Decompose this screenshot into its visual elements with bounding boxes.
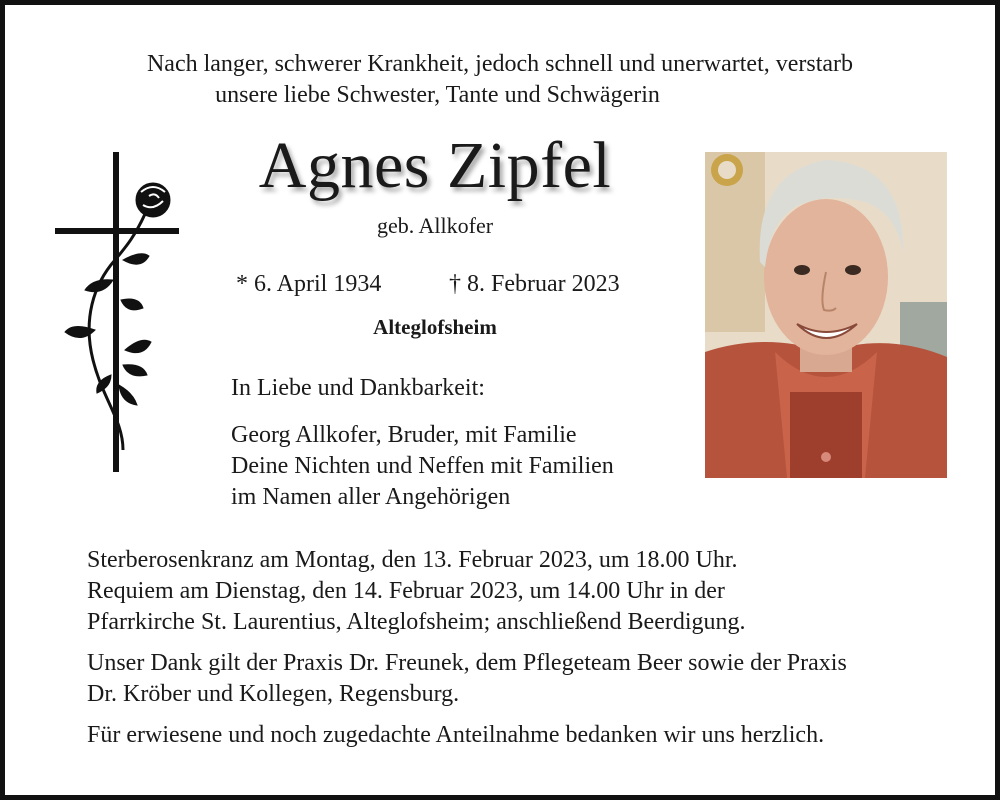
- mourner-line: Deine Nichten und Neffen mit Familien: [231, 453, 614, 479]
- funeral-details: [87, 545, 847, 761]
- gratitude-line: Dr. Kröber und Kollegen, Regensburg.: [87, 681, 460, 707]
- service-line: Requiem am Dienstag, den 14. Februar 2023, um 14.00 Uhr in der: [87, 578, 725, 604]
- cross-with-rose-icon: [53, 150, 183, 475]
- mourner-line: im Namen aller Angehörigen: [231, 484, 511, 510]
- death-date: † 8. Februar 2023: [449, 271, 620, 297]
- maiden-name: geb. Allkofer: [376, 213, 494, 238]
- gratitude-line: Unser Dank gilt der Praxis Dr. Freunek, dem Pflegeteam Beer sowie der Praxis: [87, 650, 847, 676]
- closing-text: Für erwiesene und noch zugedachte Anteilnahme bedanken wir uns herzlich.: [87, 722, 825, 748]
- birth-date: * 6. April 1934: [236, 271, 382, 297]
- deceased-name: Agnes Zipfel: [258, 129, 612, 202]
- mourners-intro: In Liebe und Dankbarkeit:: [231, 375, 485, 401]
- mourner-line: Georg Allkofer, Bruder, mit Familie: [231, 422, 577, 448]
- closing-line: [87, 720, 847, 751]
- service-line: Pfarrkirche St. Laurentius, Alteglofsheim; anschließend Beerdigung.: [87, 609, 746, 635]
- intro-line-2: unsere liebe Schwester, Tante und Schwägerin: [215, 82, 660, 108]
- portrait-photo: [705, 152, 947, 478]
- intro-text: [5, 49, 995, 111]
- place-of-residence: Alteglofsheim: [373, 315, 497, 339]
- mourners-list: [231, 420, 614, 513]
- service-info: [87, 545, 847, 638]
- service-line: Sterberosenkranz am Montag, den 13. Februar 2023, um 18.00 Uhr.: [87, 547, 738, 573]
- intro-line-1: Nach langer, schwerer Krankheit, jedoch schnell und unerwartet, verstarb: [146, 51, 854, 77]
- gratitude-info: [87, 648, 847, 710]
